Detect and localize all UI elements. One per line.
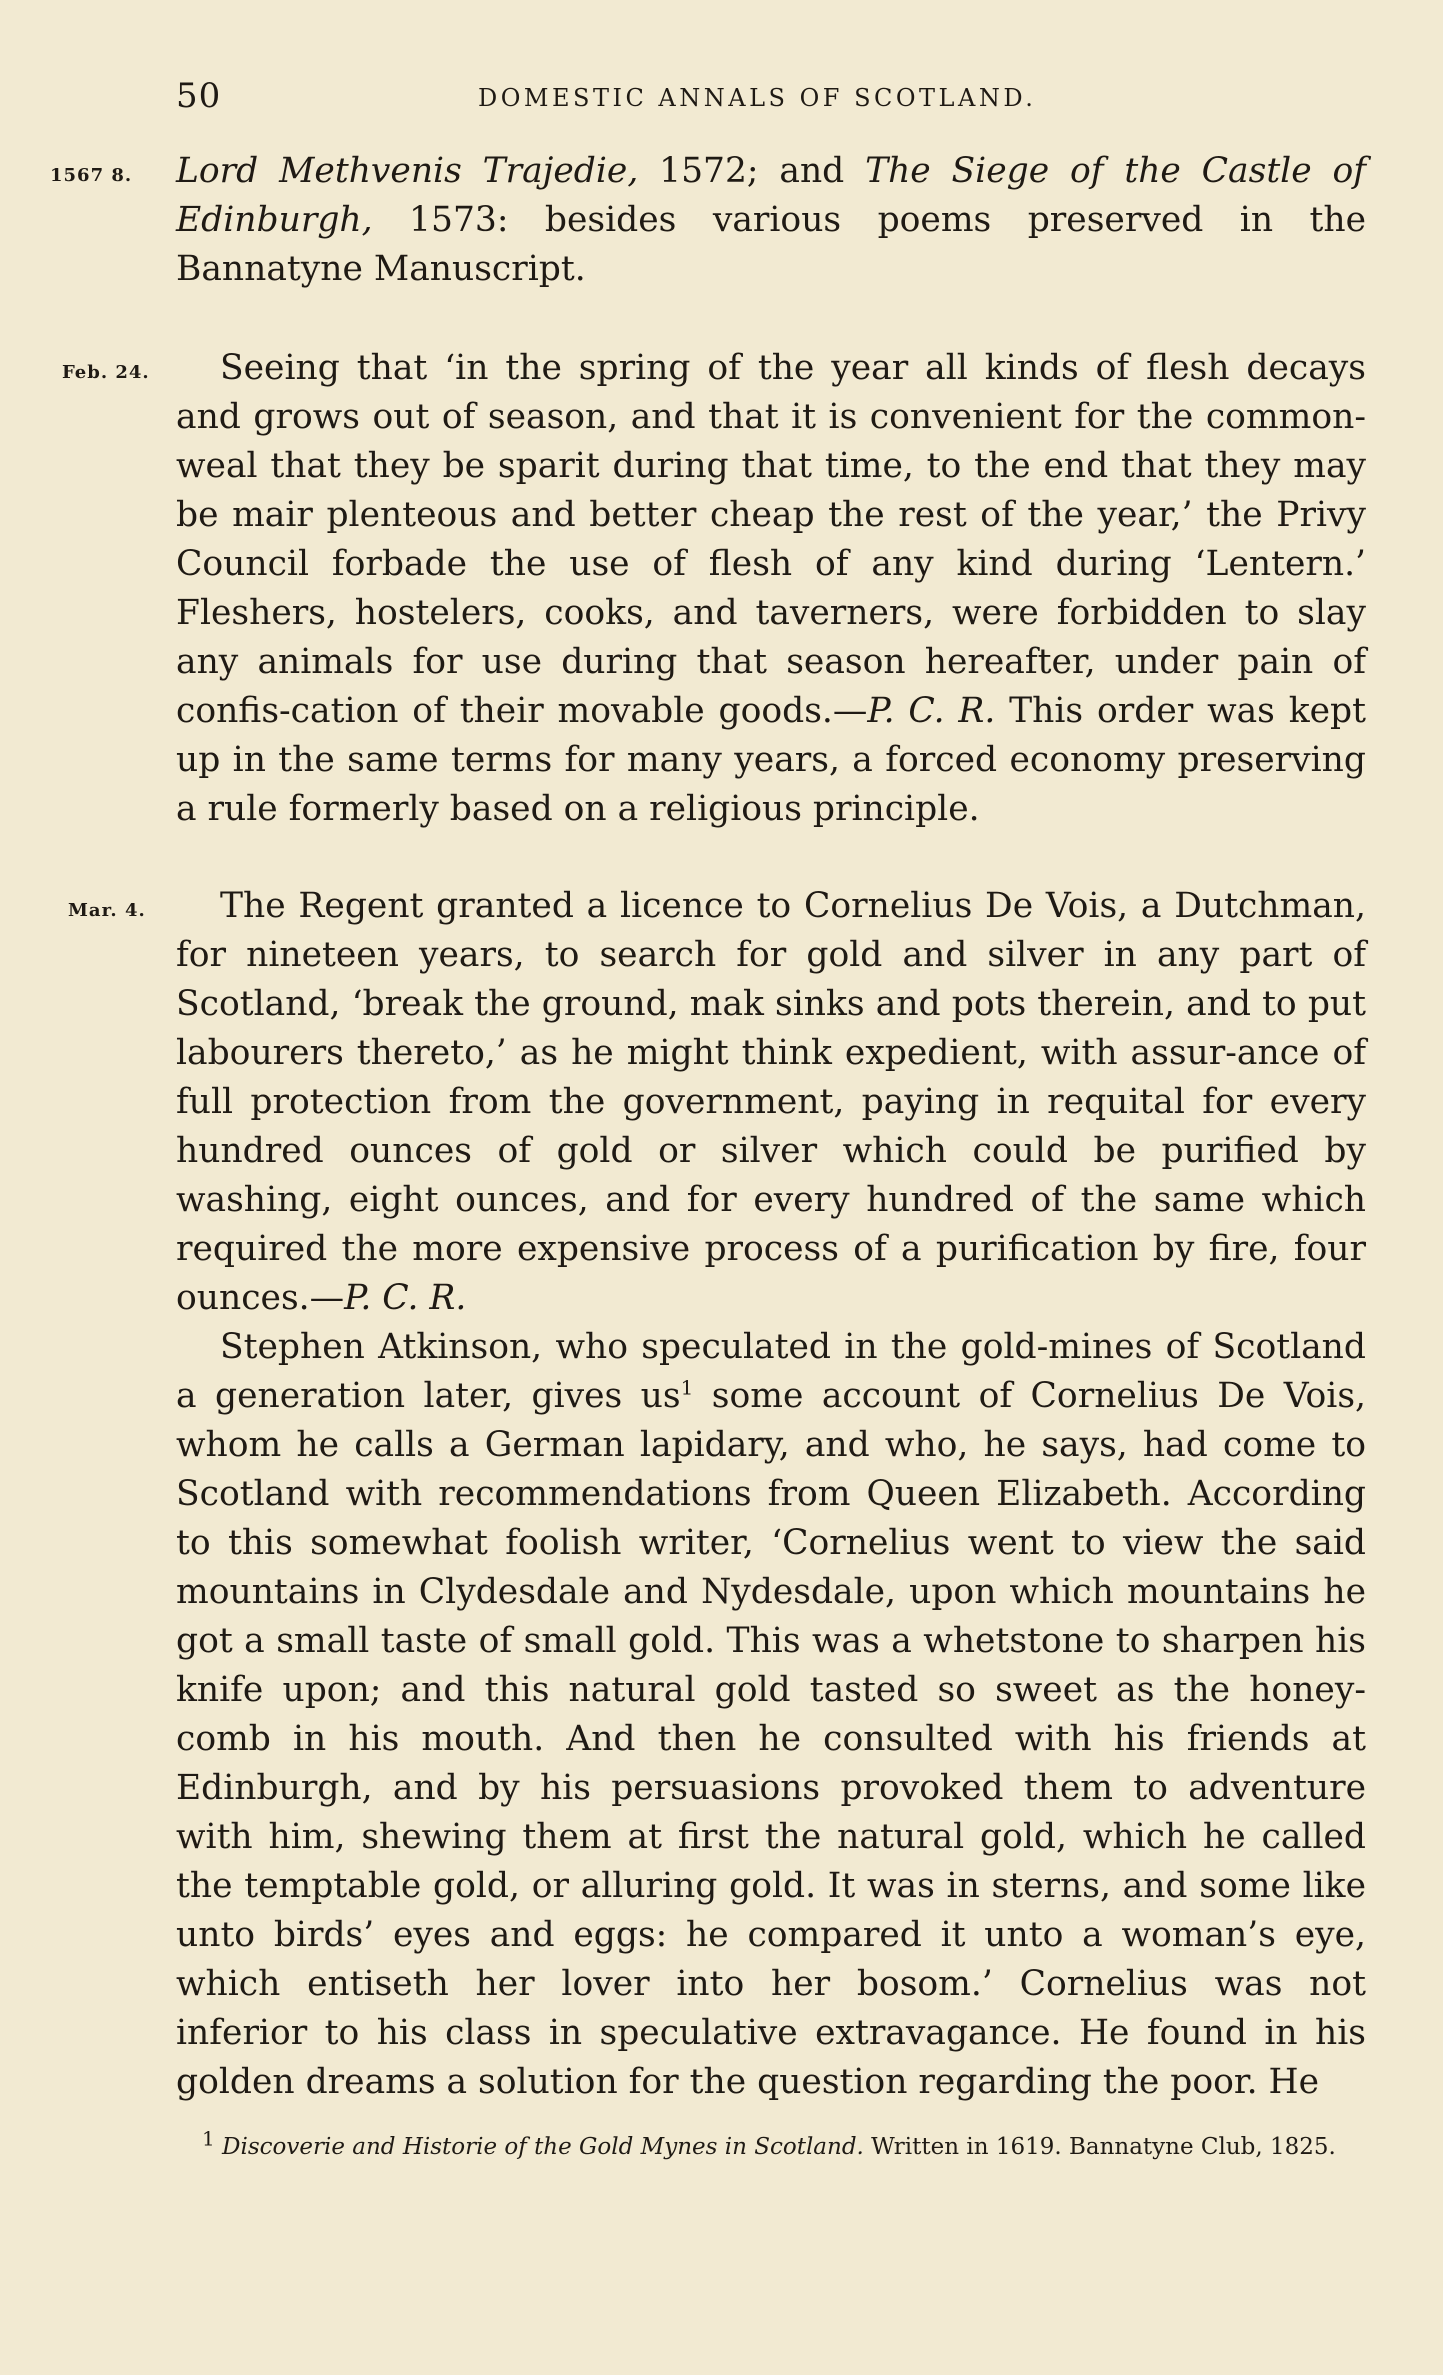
italic-text: P. C. R.	[344, 1278, 467, 1318]
text-run: 1573: besides various poems preserved in the Bannatyne Manuscript.	[176, 200, 1366, 289]
text-run: Seeing that ‘in the spring of the year all kinds of flesh decays and grows out of season, and that it is convenient for the common-weal that they be sparit during that time, to the end that they may be mair plenteous and better cheap the rest of the year,’ the Privy Council forbade the use of flesh of any kind during ‘Lentern.’ Fleshers, hostelers, cooks, and taverners, were forbidden to slay any animals for use during that season hereafter, under pain of confis-cation of their movable goods.—	[176, 348, 1366, 731]
text-run: The Regent granted a licence to Cornelius De Vois, a Dutchman, for nineteen years, to search for gold and silver in any part of Scotland, ‘break the ground, mak sinks and pots therein, and to put labourers thereto,’ as he might think expedient, with assur-ance of full protection from the government, paying in requital for every hundred ounces of gold or silver which could be purified by washing, eight ounces, and for every hundred of the same which required the more expensive process of a purification by fire, four ounces.—	[176, 886, 1366, 1318]
italic-text: Discoverie and Historie of the Gold Mynes in Scotland.	[222, 2134, 864, 2160]
text-run: Stephen Atkinson, who speculated in the gold-mines of Scotland a generation later, gives us	[176, 1327, 1366, 1416]
italic-text: The Siege of the Castle of Edinburgh,	[176, 151, 1367, 240]
paragraph	[176, 147, 1366, 294]
paragraph	[176, 1323, 1366, 2107]
page-number: 50	[176, 76, 222, 116]
text-run: 1572; and	[638, 151, 866, 191]
running-title: DOMESTIC ANNALS OF SCOTLAND.	[478, 84, 1037, 112]
margin-date-mar-4: Mar. 4.	[68, 900, 146, 921]
paragraph	[176, 882, 1366, 1323]
italic-text: P. C. R.	[867, 691, 996, 731]
margin-date-feb-24: Feb. 24.	[62, 362, 150, 383]
text-run: Written in 1619. Bannatyne Club, 1825.	[863, 2134, 1336, 2160]
text-run: This order was kept up in the same terms for many years, a forced economy preserving a rule formerly based on a religious principle.	[176, 691, 1367, 829]
italic-text: Lord Methvenis Trajedie,	[176, 151, 639, 191]
footnote-marker: 1	[202, 2126, 215, 2151]
footnote	[176, 2126, 1366, 2164]
text-run: some account of Cornelius De Vois, whom he calls a German lapidary, and who, he says, had come to Scotland with recommendations from Queen Elizabeth. According to this somewhat foolish writer, ‘Cornelius went to view the said mountains in Clydesdale and Nydesdale, upon which mountains he got a small taste of small gold. This was a whetstone to sharpen his knife upon; and this natural gold tasted so sweet as the honey-comb in his mouth. And then he consulted with his friends at Edinburgh, and by his persuasions provoked them to adventure with him, shewing them at first the natural gold, which he called the temptable gold, or alluring gold. It was in sterns, and some like unto birds’ eyes and eggs: he compared it unto a woman’s eye, which entiseth her lover into her bosom.’ Cornelius was not inferior to his class in speculative extravagance. He found in his golden dreams a solution for the question regarding the poor. He	[176, 1376, 1367, 2102]
entry-feb-24-text	[176, 344, 1366, 834]
footnote-text	[176, 2126, 1366, 2164]
footnote-marker: 1	[680, 1375, 694, 1400]
margin-date-1567: 1567 8.	[50, 165, 133, 186]
entry-1567-text	[176, 147, 1366, 294]
paragraph	[176, 344, 1366, 834]
entry-mar-4-text	[176, 882, 1366, 2107]
page-header	[176, 76, 1366, 124]
text-run	[215, 2134, 222, 2160]
